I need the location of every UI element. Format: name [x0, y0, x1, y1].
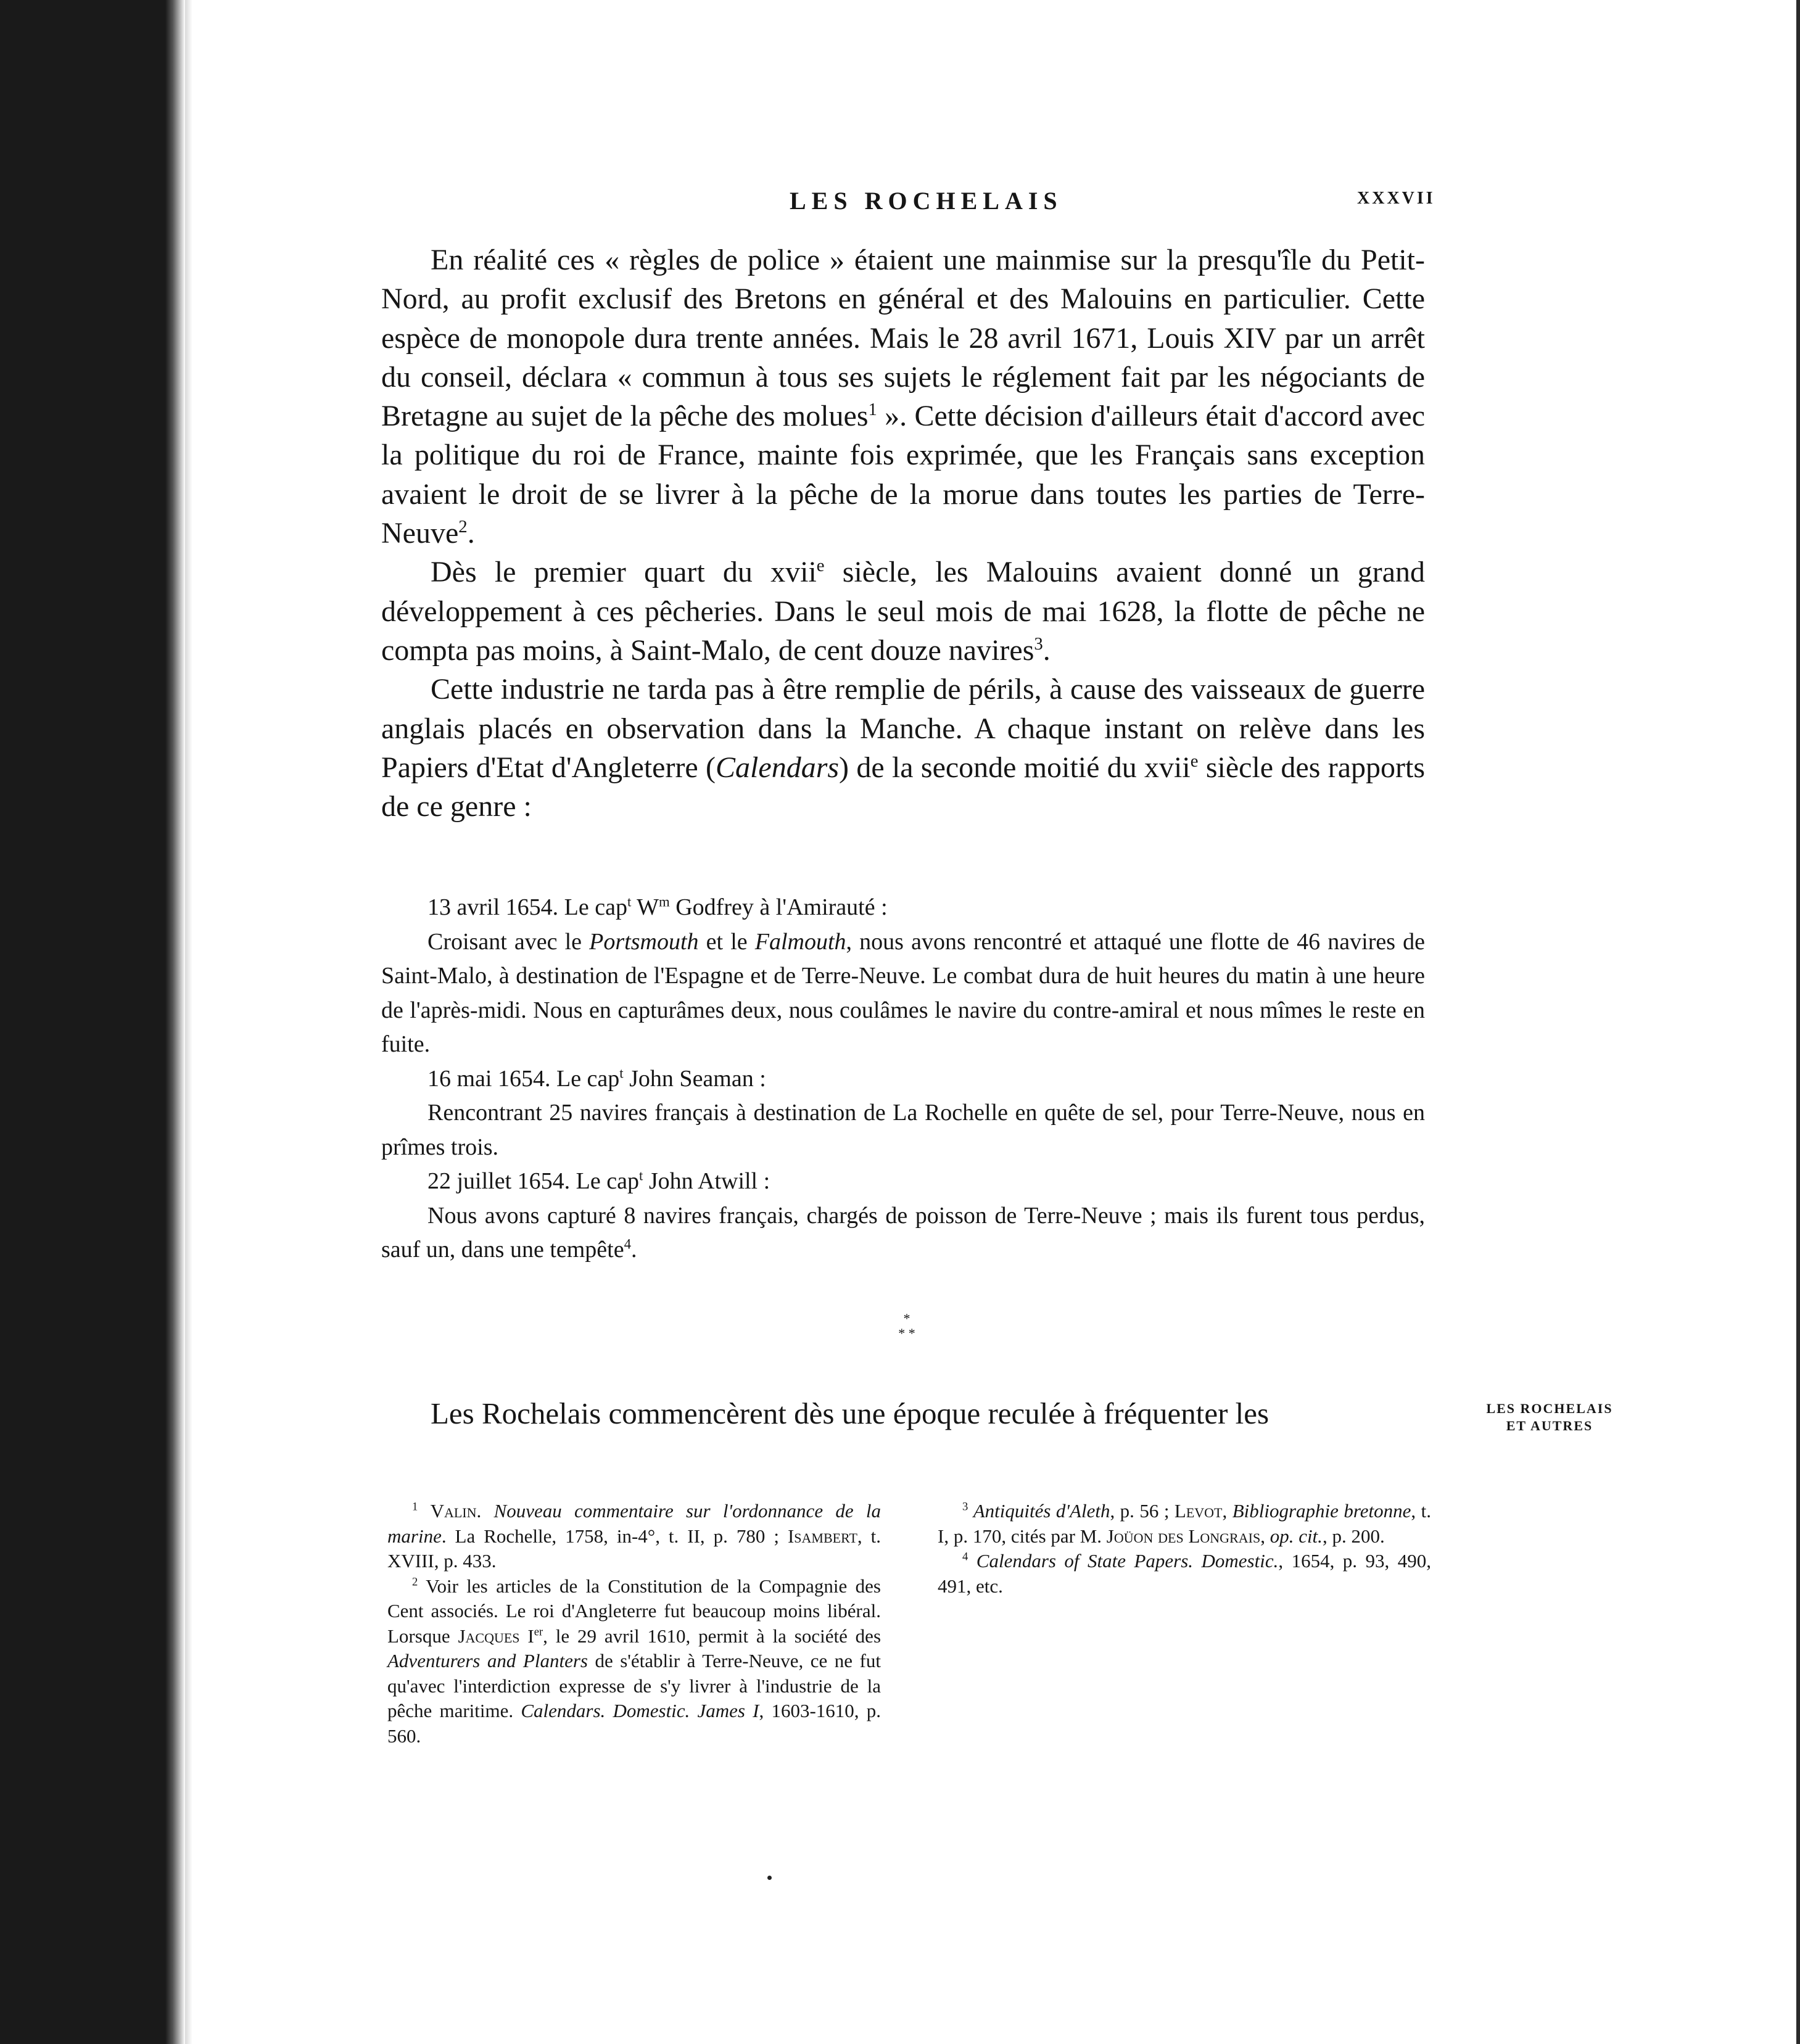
section-break-asterism: * * * [898, 1311, 915, 1341]
report-3-heading: 22 juillet 1654. Le cap$^t$ John Atwill : [427, 1168, 770, 1194]
footnote-ref-2[interactable]: 2 [458, 517, 468, 537]
book-binding-edge [0, 0, 185, 2044]
closing-line: Les Rochelais commencèrent dès une époque reculée à fréquenter les [431, 1396, 1269, 1430]
report-3-text: Nous avons capturé 8 navires français, chargés de poisson de Terre-Neuve ; mais ils furent tous perdus, sauf un, dans une tempête$^4$. [381, 1202, 1425, 1263]
footnote-3: $^3$ Antiquités d'Aleth, p. 56 ; Levot, Bibliographie bretonne, t. I, p. 170, cités par M. Joüon des Longrais, op. cit., p. 200. [938, 1500, 1431, 1547]
footnote-ref-4[interactable]: 4 [624, 1236, 632, 1252]
footnotes-left-column [387, 1499, 881, 1749]
footnotes-right-column [938, 1499, 1431, 1599]
page-right-edge [1796, 0, 1800, 2044]
calendars-title: Calendars [716, 751, 840, 784]
paragraph-2: Dès le premier quart du xvii$^e$ siècle, les Malouins avaient donné un grand développement à ces pêcheries. Dans le seul mois de mai 1628, la flotte de pêche ne compta pas moins, à Saint-Malo, de cent douze navires$^3$. [381, 556, 1425, 667]
report-1-text: Croisant avec le Portsmouth et le Falmouth, nous avons rencontré et attaqué une flotte de 46 navires de Saint-Malo, à destination de l'Espagne et de Terre-Neuve. Le combat dura de huit heures du matin à une heure de l'après-midi. Nous en capturâmes deux, nous coulâmes le navire du contre-amiral et nous mîmes le reste en fuite. [381, 928, 1425, 1057]
report-2-text: Rencontrant 25 navires français à destination de La Rochelle en quête de sel, pour Terre-Neuve, nous en prîmes trois. [381, 1100, 1425, 1160]
margin-note: LES ROCHELAIS ET AUTRES [1486, 1401, 1613, 1433]
running-head: LES ROCHELAIS [790, 187, 1063, 215]
paragraph-1: En réalité ces « règles de police » étaient une mainmise sur la presqu'île du Petit-Nord, au profit exclusif des Bretons en général et des Malouins en particulier. Cette espèce de monopole dura trente années. Mais le 28 avril 1671, Louis XIV par un arrêt du conseil, déclara « commun à tous ses sujets le réglement fait par les négociants de Bretagne au sujet de la pêche des molues$^1$ ». Cette décision d'ailleurs était d'accord avec la politique du roi de France, mainte fois exprimée, que les Français sans exception avaient le droit de se livrer à la pêche de la morue dans toutes les parties de Terre-Neuve$^2$. [381, 244, 1425, 550]
footnote-1: $^1$ Valin. Nouveau commentaire sur l'ordonnance de la marine. La Rochelle, 1758, in-4°, t. II, p. 780 ; Isambert, t. XVIII, p. 433. [387, 1500, 881, 1572]
footnote-ref-3[interactable]: 3 [1034, 633, 1043, 654]
paragraph-3: Cette industrie ne tarda pas à être remplie de périls, à cause des vaisseaux de guerre anglais placés en observation dans la Manche. A chaque instant on relève dans les Papiers d'Etat d'Angleterre (Calendars) de la seconde moitié du xvii$^e$ siècle des rapports de ce genre : [381, 673, 1425, 823]
footnote-ref-1[interactable]: 1 [868, 400, 877, 420]
footnote-4: $^4$ Calendars of State Papers. Domestic., 1654, p. 93, 490, 491, etc. [938, 1550, 1432, 1597]
report-1-heading: 13 avril 1654. Le cap$^t$ $W^m$ Godfrey à l'Amirauté : [427, 894, 888, 920]
body-text [381, 241, 1425, 826]
binding-shadow [185, 0, 192, 2044]
report-2-heading: 16 mai 1654. Le cap$^t$ John Seaman : [427, 1065, 766, 1092]
ink-speck [767, 1876, 772, 1880]
footnote-2: $^2$ Voir les articles de la Constitution de la Compagnie des Cent associés. Le roi d'Angleterre fut beaucoup moins libéral. Lorsque Jacques Ier, le 29 avril 1610, permit à la société des Adventurers and Planters de s'établir à Terre-Neuve, ce ne fut qu'avec l'interdiction expresse de s'y livrer à l'industrie de la pêche maritime. Calendars. Domestic. James I, 1603-1610, p. 560. [387, 1575, 881, 1747]
quoted-reports [381, 891, 1425, 1267]
page-number: XXXVII [1357, 189, 1435, 208]
